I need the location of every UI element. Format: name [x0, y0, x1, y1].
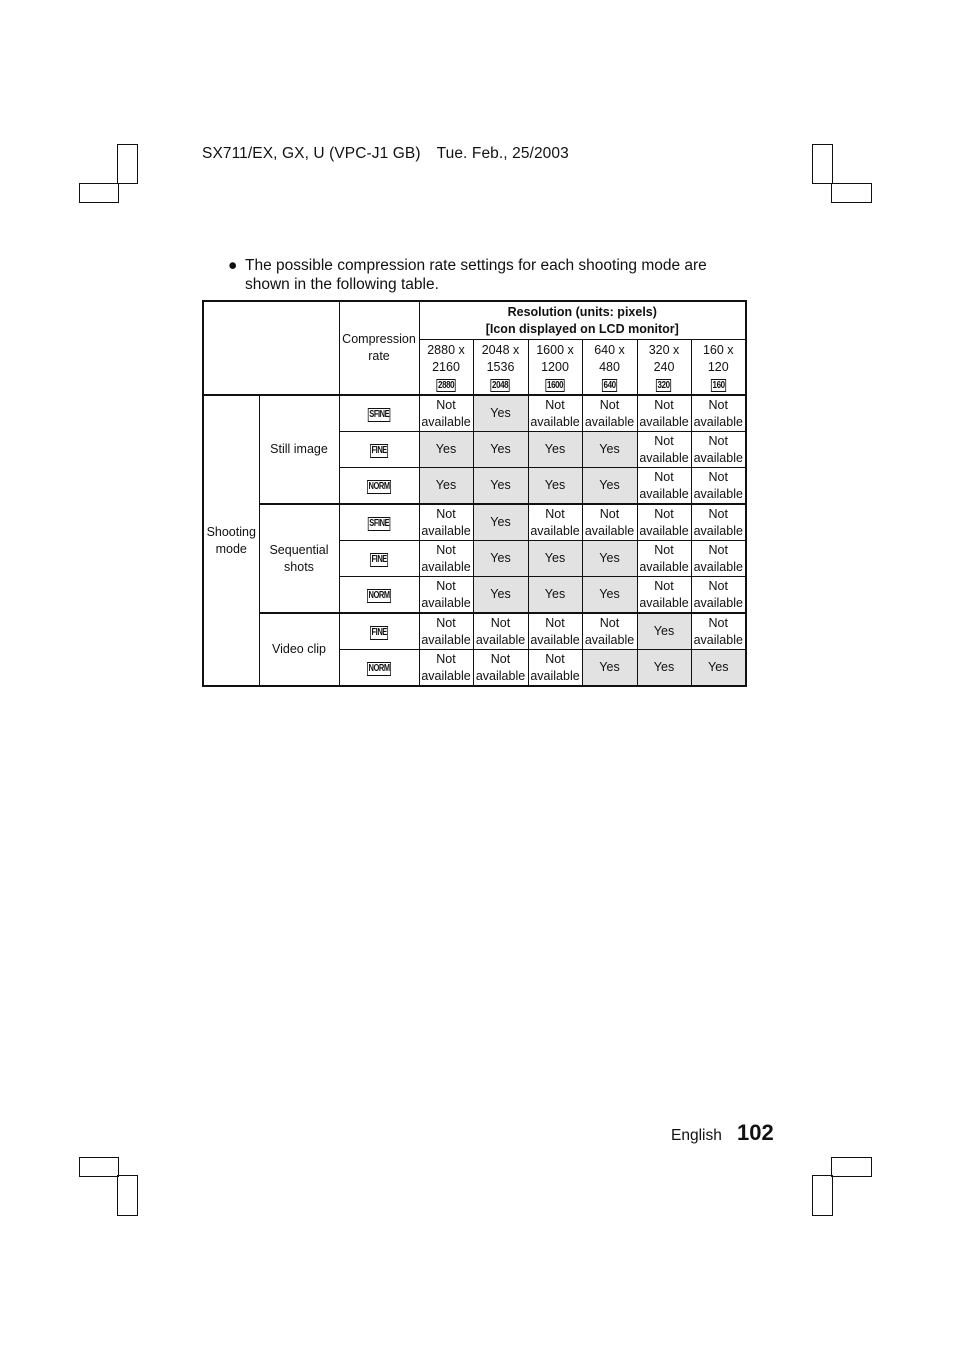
- yes-text: Yes: [490, 587, 511, 601]
- not-available-text: available: [639, 414, 689, 429]
- not-available-text: Not: [654, 542, 674, 557]
- resolution-value: 2048 x: [481, 342, 520, 357]
- compression-icon-cell: [339, 395, 419, 432]
- availability-cell: [419, 613, 473, 650]
- crop-mark: [79, 1157, 119, 1177]
- availability-cell: [419, 504, 473, 541]
- compression-header-line: Compression: [342, 332, 416, 346]
- availability-cell: [582, 504, 637, 541]
- not-available-text: Not: [708, 506, 728, 521]
- availability-cell: [637, 650, 691, 687]
- not-available-text: Not: [545, 615, 565, 630]
- date-text: Tue. Feb., 25/2003: [436, 145, 569, 162]
- compression-icon: NORM: [368, 590, 390, 601]
- group-label-cell: [259, 504, 339, 613]
- table-row: [203, 613, 746, 650]
- compression-icon: SFINE: [369, 518, 389, 529]
- resolution-icon: 2048: [492, 379, 509, 391]
- resolution-value: 480: [599, 359, 620, 374]
- availability-cell: [473, 541, 528, 577]
- model-text: SX711/EX, GX, U (VPC-J1 GB): [202, 145, 421, 162]
- availability-cell: [528, 613, 582, 650]
- crop-mark: [831, 1157, 872, 1177]
- availability-cell: [528, 650, 582, 687]
- not-available-text: available: [421, 559, 471, 574]
- resolution-value: 1536: [486, 359, 515, 374]
- availability-cell: [691, 395, 746, 432]
- yes-text: Yes: [490, 442, 511, 456]
- resolution-value: 320 x: [648, 342, 680, 357]
- availability-cell: [473, 504, 528, 541]
- availability-cell: [582, 432, 637, 468]
- not-available-text: Not: [708, 615, 728, 630]
- availability-cell: [528, 541, 582, 577]
- resolution-icon: 640: [603, 379, 616, 391]
- availability-cell: [473, 613, 528, 650]
- resolution-icon: 320: [657, 379, 671, 391]
- resolution-cell: [528, 340, 582, 396]
- resolution-value: 2880 x: [427, 342, 465, 357]
- availability-cell: [528, 395, 582, 432]
- availability-cell: [419, 432, 473, 468]
- not-available-text: Not: [545, 397, 565, 412]
- resolution-cell: [582, 340, 637, 396]
- not-available-text: available: [639, 559, 689, 574]
- availability-cell: [691, 650, 746, 687]
- availability-cell: [637, 395, 691, 432]
- not-available-text: available: [584, 523, 635, 538]
- yes-text: Yes: [544, 551, 566, 565]
- not-available-text: available: [421, 595, 471, 610]
- availability-cell: [637, 504, 691, 541]
- bullet-icon: ●: [228, 257, 238, 274]
- compression-header-line: rate: [368, 349, 390, 363]
- not-available-text: available: [693, 450, 743, 465]
- not-available-text: available: [639, 595, 689, 610]
- availability-cell: [637, 613, 691, 650]
- not-available-text: available: [693, 595, 743, 610]
- not-available-text: Not: [545, 506, 565, 521]
- crop-mark: [831, 183, 872, 203]
- yes-text: Yes: [490, 551, 511, 565]
- crop-mark: [79, 183, 119, 203]
- group-label-line: Still image: [270, 442, 328, 456]
- not-available-text: Not: [654, 469, 674, 484]
- compression-icon: FINE: [371, 554, 387, 565]
- shooting-mode-line: Shooting: [206, 524, 256, 539]
- compression-icon-cell: [339, 541, 419, 577]
- resolution-value: 1600 x: [536, 342, 574, 357]
- yes-text: Yes: [708, 660, 729, 674]
- compression-icon: FINE: [371, 627, 387, 638]
- availability-cell: [419, 577, 473, 614]
- resolution-value: 1200: [541, 359, 569, 374]
- not-available-text: Not: [654, 506, 674, 521]
- yes-text: Yes: [599, 551, 620, 565]
- availability-cell: [473, 468, 528, 505]
- resolution-icon: 2880: [437, 379, 455, 391]
- availability-cell: [473, 577, 528, 614]
- availability-cell: [419, 541, 473, 577]
- page-number: 102: [737, 1120, 774, 1145]
- not-available-text: Not: [599, 397, 620, 412]
- yes-text: Yes: [653, 660, 675, 674]
- availability-cell: [419, 468, 473, 505]
- availability-cell: [473, 432, 528, 468]
- availability-cell: [691, 504, 746, 541]
- yes-text: Yes: [653, 624, 675, 638]
- compression-icon: NORM: [368, 481, 390, 492]
- crop-mark: [117, 144, 138, 184]
- availability-cell: [637, 577, 691, 614]
- availability-cell: [582, 541, 637, 577]
- compression-icon-cell: [339, 432, 419, 468]
- resolution-value: 160 x: [702, 342, 734, 357]
- resolution-cell: [419, 340, 473, 396]
- group-label-line: Video clip: [272, 642, 326, 656]
- resolution-cell: [473, 340, 528, 396]
- not-available-text: Not: [708, 397, 728, 412]
- shooting-mode-line: mode: [215, 541, 247, 556]
- not-available-text: Not: [436, 615, 456, 630]
- yes-text: Yes: [435, 442, 457, 456]
- not-available-text: Not: [708, 542, 728, 557]
- not-available-text: available: [639, 450, 689, 465]
- availability-cell: [528, 432, 582, 468]
- compression-icon: FINE: [371, 445, 387, 456]
- not-available-text: available: [421, 632, 471, 647]
- not-available-text: Not: [436, 397, 456, 412]
- compression-icon: NORM: [368, 663, 390, 674]
- yes-text: Yes: [599, 587, 620, 601]
- intro-line-2: shown in the following table.: [245, 276, 439, 293]
- availability-cell: [691, 468, 746, 505]
- availability-cell: [691, 541, 746, 577]
- compression-icon-cell: [339, 577, 419, 614]
- availability-cell: [637, 468, 691, 505]
- resolution-header-line: [Icon displayed on LCD monitor]: [485, 321, 679, 336]
- availability-cell: [528, 468, 582, 505]
- crop-mark: [812, 144, 833, 184]
- resolution-cell: [691, 340, 746, 396]
- yes-text: Yes: [490, 515, 511, 529]
- yes-text: Yes: [490, 406, 511, 420]
- not-available-text: available: [530, 668, 580, 683]
- not-available-text: Not: [436, 506, 456, 521]
- crop-mark: [117, 1175, 138, 1216]
- not-available-text: Not: [654, 397, 674, 412]
- intro-line-1: The possible compression rate settings for each shooting mode are: [245, 257, 707, 274]
- not-available-text: available: [530, 632, 580, 647]
- crop-mark: [812, 1175, 833, 1216]
- not-available-text: Not: [545, 651, 565, 666]
- blank-corner-cell: [203, 301, 339, 395]
- compression-header: [339, 301, 419, 395]
- not-available-text: Not: [708, 578, 728, 593]
- not-available-text: Not: [490, 651, 511, 666]
- yes-text: Yes: [544, 478, 566, 492]
- resolution-cell: [637, 340, 691, 396]
- compression-table: [202, 300, 747, 687]
- shooting-mode-cell: [203, 395, 259, 686]
- not-available-text: available: [693, 486, 743, 501]
- not-available-text: available: [584, 414, 635, 429]
- not-available-text: available: [693, 559, 743, 574]
- not-available-text: Not: [436, 651, 456, 666]
- not-available-text: Not: [490, 615, 511, 630]
- not-available-text: available: [693, 523, 743, 538]
- not-available-text: available: [421, 414, 471, 429]
- yes-text: Yes: [599, 442, 620, 456]
- resolution-value: 120: [707, 359, 729, 374]
- availability-cell: [582, 650, 637, 687]
- compression-icon: SFINE: [369, 409, 389, 420]
- compression-icon-cell: [339, 468, 419, 505]
- not-available-text: Not: [436, 578, 456, 593]
- availability-cell: [528, 577, 582, 614]
- availability-cell: [691, 432, 746, 468]
- not-available-text: Not: [708, 469, 728, 484]
- intro-paragraph: [228, 256, 748, 294]
- availability-cell: [582, 468, 637, 505]
- yes-text: Yes: [490, 478, 511, 492]
- not-available-text: available: [530, 414, 580, 429]
- availability-cell: [637, 541, 691, 577]
- group-label-cell: [259, 613, 339, 686]
- resolution-value: 2160: [432, 359, 460, 374]
- not-available-text: available: [693, 414, 743, 429]
- not-available-text: Not: [708, 433, 728, 448]
- yes-text: Yes: [544, 442, 566, 456]
- compression-icon-cell: [339, 650, 419, 687]
- resolution-header-line: Resolution (units: pixels): [507, 304, 657, 319]
- availability-cell: [637, 432, 691, 468]
- yes-text: Yes: [544, 587, 566, 601]
- language-label: English: [671, 1127, 722, 1144]
- resolution-value: 240: [653, 359, 675, 374]
- not-available-text: available: [693, 632, 743, 647]
- not-available-text: Not: [599, 615, 620, 630]
- availability-cell: [582, 613, 637, 650]
- availability-cell: [582, 577, 637, 614]
- table-row: [203, 395, 746, 432]
- availability-cell: [473, 650, 528, 687]
- resolution-header: [419, 301, 746, 340]
- not-available-text: available: [475, 668, 526, 683]
- not-available-text: available: [639, 523, 689, 538]
- yes-text: Yes: [599, 478, 620, 492]
- not-available-text: available: [584, 632, 635, 647]
- availability-cell: [419, 395, 473, 432]
- resolution-value: 640 x: [594, 342, 625, 357]
- document-header: [202, 145, 569, 163]
- yes-text: Yes: [599, 660, 620, 674]
- compression-icon-cell: [339, 613, 419, 650]
- not-available-text: available: [639, 486, 689, 501]
- group-label-line: shots: [284, 559, 314, 574]
- availability-cell: [691, 613, 746, 650]
- not-available-text: available: [475, 632, 526, 647]
- not-available-text: available: [530, 523, 580, 538]
- resolution-icon: 160: [712, 379, 725, 391]
- yes-text: Yes: [435, 478, 457, 492]
- header-row: [203, 301, 746, 340]
- not-available-text: available: [421, 523, 471, 538]
- availability-cell: [582, 395, 637, 432]
- table-row: [203, 504, 746, 541]
- group-label-line: Sequential: [269, 542, 329, 557]
- availability-cell: [528, 504, 582, 541]
- not-available-text: Not: [599, 506, 620, 521]
- not-available-text: available: [421, 668, 471, 683]
- compression-icon-cell: [339, 504, 419, 541]
- availability-cell: [473, 395, 528, 432]
- availability-cell: [691, 577, 746, 614]
- resolution-icon: 1600: [546, 379, 564, 391]
- availability-cell: [419, 650, 473, 687]
- not-available-text: Not: [436, 542, 456, 557]
- group-label-cell: [259, 395, 339, 504]
- not-available-text: Not: [654, 433, 674, 448]
- not-available-text: Not: [654, 578, 674, 593]
